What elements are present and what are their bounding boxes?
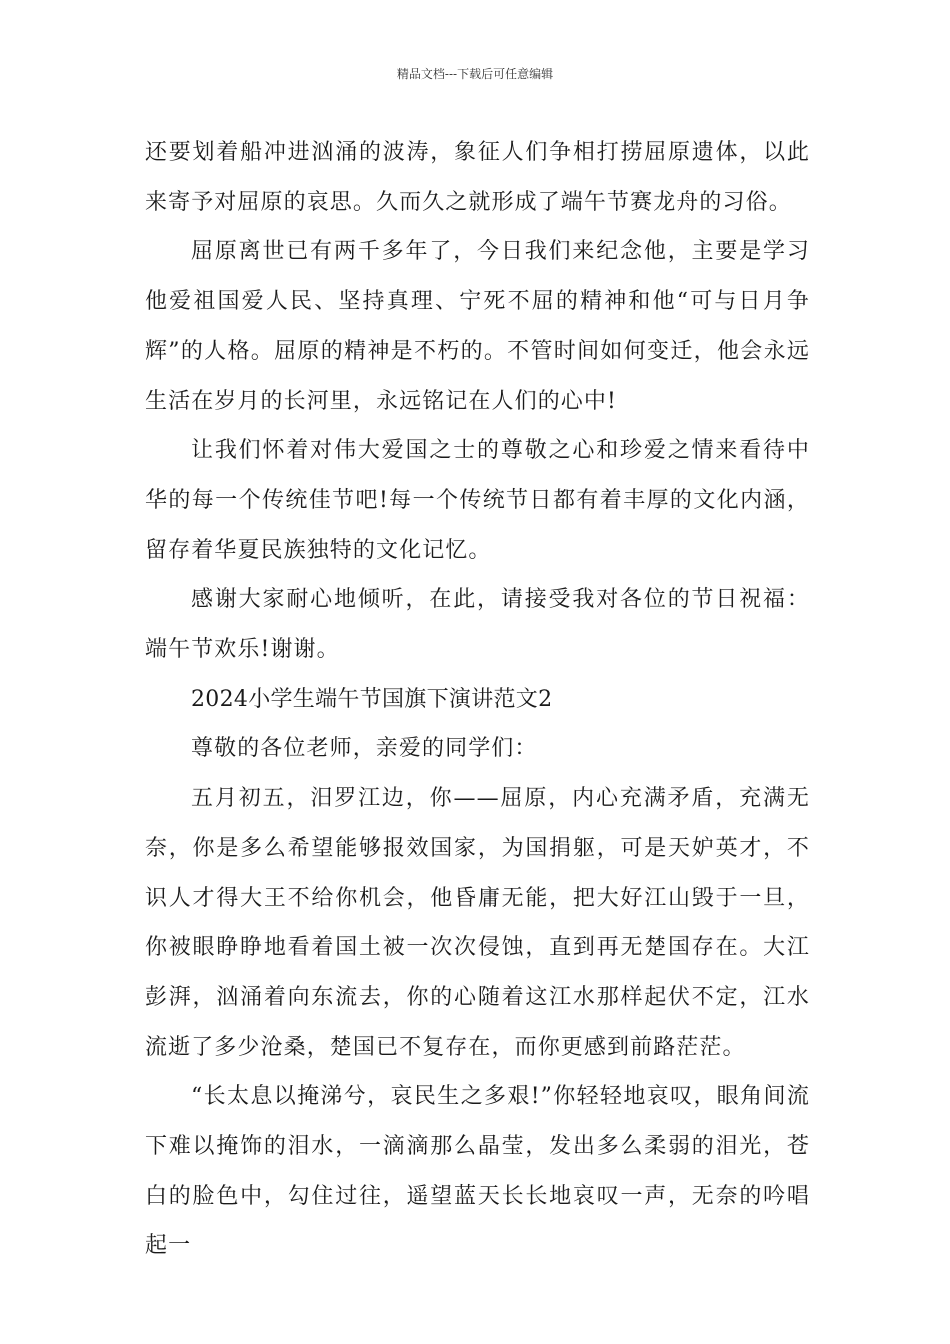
paragraph-2: 屈原离世已有两千多年了，今日我们来纪念他，主要是学习他爱祖国爱人民、坚持真理、宁死不屈的精神和他“可与日月争辉”的人格。屈原的精神是不朽的。不管时间如何变迁，他会永远生活在岁月的长河里，永远铭记在人们的心中! (145, 239, 810, 414)
paragraph-1: 还要划着船冲进汹涌的波涛，象征人们争相打捞屈原遗体，以此来寄予对屈原的哀思。久而久之就形成了端午节赛龙舟的习俗。 (145, 140, 810, 215)
paragraph-5: 五月初五，汨罗江边，你——屈原，内心充满矛盾，充满无奈，你是多么希望能够报效国家，为国捐躯，可是天妒英才，不识人才得大王不给你机会，他昏庸无能，把大好江山毁于一旦，你被眼睁睁地看着国土被一次次侵蚀，直到再无楚国存在。大江彭湃，汹涌着向东流去，你的心随着这江水那样起伏不定，江水流逝了多少沧桑，楚国已不复存在，而你更感到前路茫茫。 (145, 786, 810, 1060)
document-body (145, 128, 810, 1271)
section-title: 2024小学生端午节国旗下演讲范文2 (191, 686, 553, 712)
paragraph-4: 感谢大家耐心地倾听，在此，请接受我对各位的节日祝福：端午节欢乐!谢谢。 (145, 587, 810, 663)
paragraph-6: “长太息以掩涕兮，哀民生之多艰!”你轻轻地哀叹，眼角间流下难以掩饰的泪水，一滴滴那么晶莹，发出多么柔弱的泪光，苍白的脸色中，勾住过往，遥望蓝天长长地哀叹一声，无奈的吟唱起一 (145, 1084, 810, 1259)
paragraph-3: 让我们怀着对伟大爱国之士的尊敬之心和珍爱之情来看待中华的每一个传统佳节吧!每一个传统节日都有着丰厚的文化内涵，留存着华夏民族独特的文化记忆。 (145, 438, 810, 563)
salutation: 尊敬的各位老师，亲爱的同学们： (191, 736, 538, 762)
page-header: 精品文档---下载后可任意编辑 (396, 67, 554, 81)
